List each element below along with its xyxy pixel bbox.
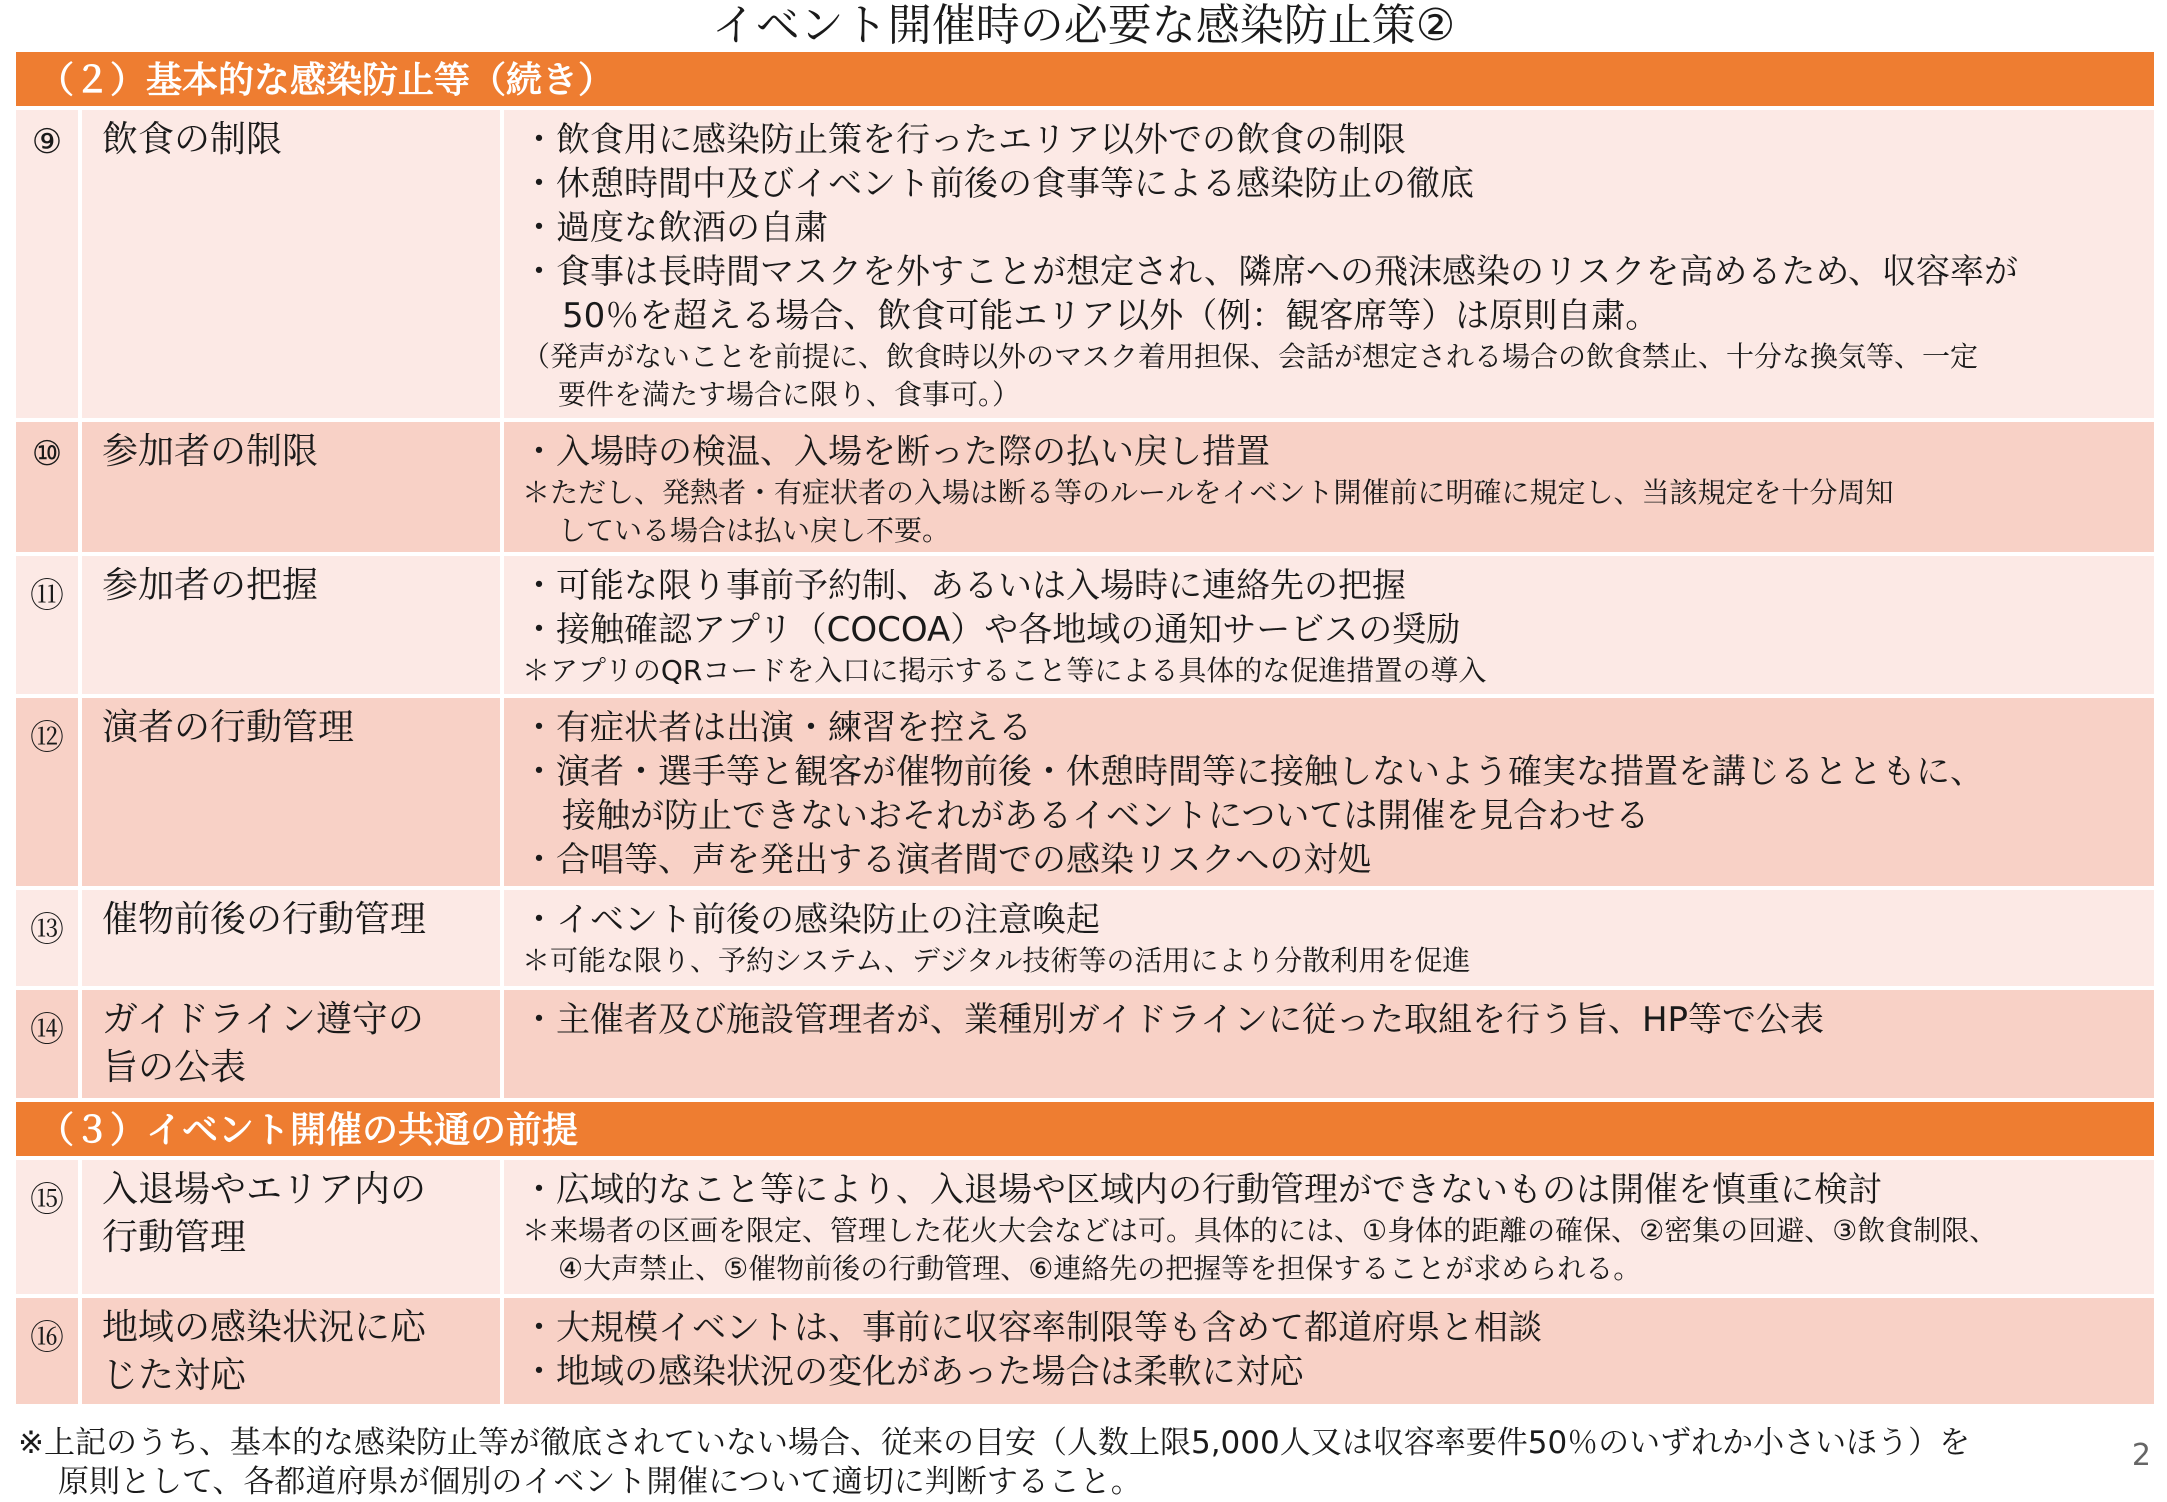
- page-number: 2: [2131, 1438, 2151, 1473]
- bullet-line: ・演者・選手等と観客が催物前後・休憩時間等に接触しないよう確実な措置を講じるとともに、: [522, 752, 1984, 792]
- bullet-line: ・有症状者は出演・練習を控える: [522, 708, 1032, 748]
- row-content: [504, 698, 2154, 886]
- bullet-line: ・接触確認アプリ（COCOA）や各地域の通知サービスの奨励: [522, 610, 1461, 650]
- note-line: ＊来場者の区画を限定、管理した花火大会などは可。具体的には、①身体的距離の確保、②密集の回避、③飲食制限、: [522, 1214, 1998, 1247]
- bullet-line: ・食事は長時間マスクを外すことが想定され、隣席への飛沫感染のリスクを高めるため、収容率が: [522, 252, 2018, 292]
- row-heading: 入退場やエリア内の 行動管理: [82, 1160, 504, 1294]
- bullet-line: ・地域の感染状況の変化があった場合は柔軟に対応: [522, 1352, 1304, 1392]
- section-heading-2: （２）基本的な感染防止等（続き）: [16, 52, 2154, 110]
- bullet-line: ・飲食用に感染防止策を行ったエリア以外での飲食の制限: [522, 120, 1406, 160]
- bullet-line: ・可能な限り事前予約制、あるいは入場時に連絡先の把握: [522, 566, 1406, 606]
- note-line: している場合は払い戻し不要。: [558, 514, 951, 547]
- row-number: ⑩: [16, 422, 82, 552]
- footnote-line: 原則として、各都道府県が個別のイベント開催について適切に判断すること。: [58, 1464, 1142, 1500]
- row-heading: 参加者の制限: [82, 422, 504, 552]
- table-row: [16, 422, 2154, 556]
- row-heading: 地域の感染状況に応 じた対応: [82, 1298, 504, 1404]
- bullet-line: ・広域的なこと等により、入退場や区域内の行動管理ができないものは開催を慎重に検討: [522, 1170, 1882, 1210]
- bullet-line: ・大規模イベントは、事前に収容率制限等も含めて都道府県と相談: [522, 1308, 1542, 1348]
- table-row: [16, 1160, 2154, 1298]
- row-number: ⑮: [16, 1160, 82, 1294]
- bullet-line: ・主催者及び施設管理者が、業種別ガイドラインに従った取組を行う旨、HP等で公表: [522, 1000, 1825, 1040]
- row-heading: 飲食の制限: [82, 110, 504, 418]
- row-content: [504, 890, 2154, 986]
- footnote-line: ※上記のうち、基本的な感染防止等が徹底されていない場合、従来の目安（人数上限5,000人又は収容率要件50％のいずれか小さいほう）を: [18, 1425, 1971, 1461]
- row-content: [504, 422, 2154, 552]
- row-heading: ガイドライン遵守の 旨の公表: [82, 990, 504, 1098]
- bullet-line: 50％を超える場合、飲食可能エリア以外（例：観客席等）は原則自粛。: [562, 296, 1660, 336]
- row-number: ⑯: [16, 1298, 82, 1404]
- page-title: イベント開催時の必要な感染防止策②: [711, 0, 1456, 51]
- table-row: [16, 1298, 2154, 1408]
- row-content: [504, 1298, 2154, 1404]
- row-number: ⑫: [16, 698, 82, 886]
- bullet-line: ・休憩時間中及びイベント前後の食事等による感染防止の徹底: [522, 164, 1474, 204]
- row-heading: 催物前後の行動管理: [82, 890, 504, 986]
- row-number: ⑭: [16, 990, 82, 1098]
- table-row: [16, 990, 2154, 1102]
- note-line: （発声がないことを前提に、飲食時以外のマスク着用担保、会話が想定される場合の飲食禁止、十分な換気等、一定: [522, 340, 1979, 373]
- bullet-line: ・入場時の検温、入場を断った際の払い戻し措置: [522, 432, 1270, 472]
- table-row: [16, 890, 2154, 990]
- table-row: [16, 698, 2154, 890]
- bullet-line: ・イベント前後の感染防止の注意喚起: [522, 900, 1100, 940]
- table-row: [16, 556, 2154, 698]
- note-line: ④大声禁止、⑤催物前後の行動管理、⑥連絡先の把握等を担保することが求められる。: [558, 1252, 1642, 1285]
- row-content: [504, 110, 2154, 418]
- row-heading: 演者の行動管理: [82, 698, 504, 886]
- row-content: [504, 1160, 2154, 1294]
- table-row: [16, 110, 2154, 422]
- row-content: [504, 990, 2154, 1098]
- row-number: ⑪: [16, 556, 82, 694]
- section-heading-3: （３）イベント開催の共通の前提: [16, 1102, 2154, 1160]
- row-number: ⑨: [16, 110, 82, 418]
- note-line: 要件を満たす場合に限り、食事可。）: [558, 378, 1021, 411]
- measures-table: [16, 52, 2154, 1408]
- footnote: [18, 1424, 2078, 1502]
- bullet-line: ・過度な飲酒の自粛: [522, 208, 828, 248]
- row-content: [504, 556, 2154, 694]
- row-number: ⑬: [16, 890, 82, 986]
- bullet-line: 接触が防止できないおそれがあるイベントについては開催を見合わせる: [562, 796, 1650, 836]
- bullet-line: ・合唱等、声を発出する演者間での感染リスクへの対処: [522, 840, 1372, 880]
- note-line: ＊可能な限り、予約システム、デジタル技術等の活用により分散利用を促進: [522, 944, 1471, 977]
- note-line: ＊ただし、発熱者・有症状者の入場は断る等のルールをイベント開催前に明確に規定し、当該規定を十分周知: [522, 476, 1894, 509]
- note-line: ＊アプリのQRコードを入口に掲示すること等による具体的な促進措置の導入: [522, 654, 1487, 687]
- row-heading: 参加者の把握: [82, 556, 504, 694]
